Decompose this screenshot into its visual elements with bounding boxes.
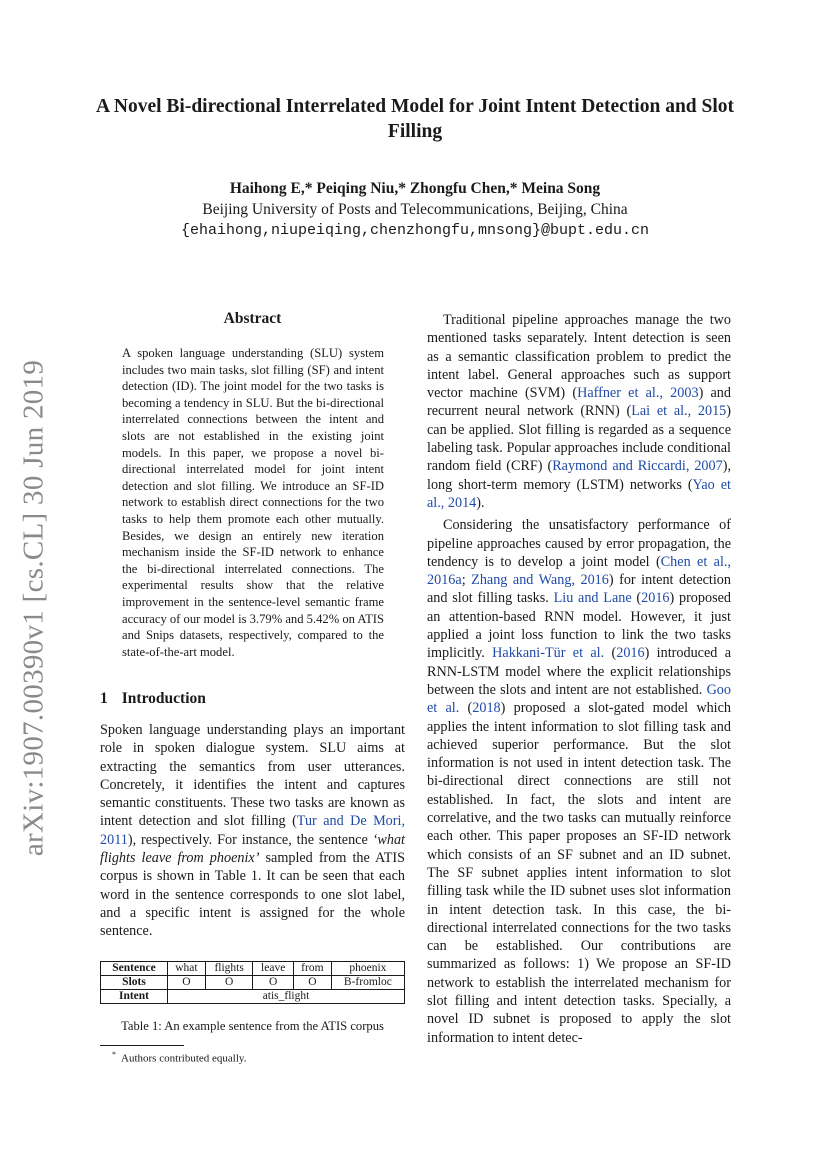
example-table <box>100 961 405 1004</box>
table-header-cell: Intent <box>101 990 168 1004</box>
citation-link[interactable]: Lai et al., 2015 <box>631 403 727 420</box>
citation-link[interactable]: Goo et al. <box>427 681 731 717</box>
citation-link[interactable]: Yao et al., 2014 <box>427 476 731 511</box>
citation-link[interactable]: Zhang and Wang, 2016 <box>471 572 609 589</box>
citation-link[interactable]: 2016 <box>641 590 670 607</box>
table-row <box>101 976 405 990</box>
affiliation: Beijing University of Posts and Telecommunications, Beijing, China <box>202 201 628 218</box>
example-sentence: ‘what flights leave from phoenix’ <box>100 831 405 867</box>
citation-link[interactable]: 2016 <box>616 645 645 662</box>
table-cell: phoenix <box>331 962 404 976</box>
table-row <box>101 962 405 976</box>
table-caption: Table 1: An example sentence from the ATIS corpus <box>121 1019 384 1033</box>
citation-link[interactable]: 2018 <box>472 700 501 717</box>
table-header-cell: Sentence <box>101 962 168 976</box>
footnote-text: Authors contributed equally. <box>121 1052 247 1065</box>
citation-link[interactable]: Tur and De Mori, 2011 <box>100 813 405 848</box>
section-title: Introduction <box>121 690 206 707</box>
table-cell: flights <box>205 962 253 976</box>
citation-link[interactable]: Raymond and Riccardi, 2007 <box>552 458 723 475</box>
right-column <box>427 311 731 1047</box>
section-number: 1 <box>100 690 108 707</box>
table-cell: O <box>293 976 331 990</box>
section-heading-introduction <box>100 690 206 708</box>
table-cell: from <box>293 962 331 976</box>
table-cell: O <box>205 976 253 990</box>
table-cell: B-fromloc <box>331 976 404 990</box>
citation-link[interactable]: Chen et al., 2016a <box>427 553 731 589</box>
author-emails: {ehaihong,niupeiqing,chenzhongfu,mnsong}@bupt.edu.cn <box>180 222 650 239</box>
author-list: Haihong E,* Peiqing Niu,* Zhongfu Chen,* Meina Song <box>229 180 601 197</box>
footnote <box>112 1048 402 1066</box>
arxiv-watermark: arXiv:1907.00390v1 [cs.CL] 30 Jun 2019 <box>17 359 50 857</box>
abstract-heading: Abstract <box>223 310 282 327</box>
table-header-cell: Slots <box>101 976 168 990</box>
table-row <box>101 990 405 1004</box>
paragraph: Considering the unsatisfactory performance of pipeline approaches caused by error propagation, the tendency is to develop a joint model (Chen et al., 2016a; Zhang and Wang, 2016) for intent detection and slot filling tasks. Liu and Lane (2016) proposed an attention-based RNN model. However, it just applied a joint loss function to link the two tasks implicitly. Hakkani-Tür et al. (2016) introduced a RNN-LSTM model where the explicit relationships between the slots and intent are not established. Goo et al. (2018) proposed a slot-gated model which applies the intent information to slot filling task and achieved superior performance. But the slot information is not used in intent detection task. The bi-directional direct connections are still not established. In fact, the slots and intent are correlative, and the two tasks can mutually reinforce each other. This paper proposes an SF-ID network which consists of an SF subnet and an ID subnet. The SF subnet applies intent information to slot filling task while the ID subnet uses slot information in intent detection task. In this case, the bi-directional interrelated connections for the two tasks can be established. Our contributions are summarized as follows: 1) We propose an SF-ID network to establish the interrelated mechanism for slot filling and intent detection tasks. Specially, a novel ID subnet is proposed to apply the slot information to intent detec- <box>427 517 731 1046</box>
citation-link[interactable]: Liu and Lane <box>553 590 632 607</box>
table-cell: O <box>253 976 293 990</box>
table-cell: atis_flight <box>168 990 405 1004</box>
paragraph: Traditional pipeline approaches manage the two mentioned tasks separately. Intent detection is seen as a semantic classification problem to predict the intent label. General approaches such as support vector machine (SVM) (Haffner et al., 2003) and recurrent neural network (RNN) (Lai et al., 2015) can be applied. Slot filling is regarded as a sequence labeling task. Popular approaches include conditional random field (CRF) (Raymond and Riccardi, 2007), long short-term memory (LSTM) networks (Yao et al., 2014). <box>427 312 731 511</box>
abstract-text: A spoken language understanding (SLU) system includes two main tasks, slot filling (SF) and intent detection (ID). The joint model for the two tasks is becoming a tendency in SLU. But the bi-directional interrelated connections between the intent and slots are not established in the existing joint models. In this paper, we propose a novel bi-directional interrelated model for joint intent detection and slot filling. We introduce an SF-ID network to establish direct connections for the two tasks to help them promote each other mutually. Besides, we design an entirely new iteration mechanism inside the SF-ID network to enhance the bi-directional interrelated connections. The experimental results show that the relative improvement in the sentence-level semantic frame accuracy of our model is 3.79% and 5.42% on ATIS and Snips datasets, respectively, compared to the state-of-the-art model. <box>122 346 384 659</box>
table-cell: O <box>168 976 206 990</box>
intro-paragraph: Spoken language understanding plays an important role in spoken dialogue system. SLU aims at extracting the semantics from user utterances. Concretely, it identifies the intent and captures semantic constituents. These two tasks are known as intent detection and slot filling (Tur and De Mori, 2011), respectively. For instance, the sentence ‘what flights leave from phoenix’ sampled from the ATIS corpus is shown in Table 1. It can be seen that each word in the sentence corresponds to one slot label, and a specific intent is assigned for the whole sentence. <box>100 722 405 940</box>
footnote-rule <box>100 1045 184 1046</box>
table-cell: what <box>168 962 206 976</box>
citation-link[interactable]: Hakkani-Tür et al. <box>492 645 605 662</box>
table-cell: leave <box>253 962 293 976</box>
citation-link[interactable]: Haffner et al., 2003 <box>577 385 699 402</box>
footnote-mark: * <box>112 1050 116 1059</box>
paper-title: A Novel Bi-directional Interrelated Model for Joint Intent Detection and Slot Filling <box>95 96 735 142</box>
